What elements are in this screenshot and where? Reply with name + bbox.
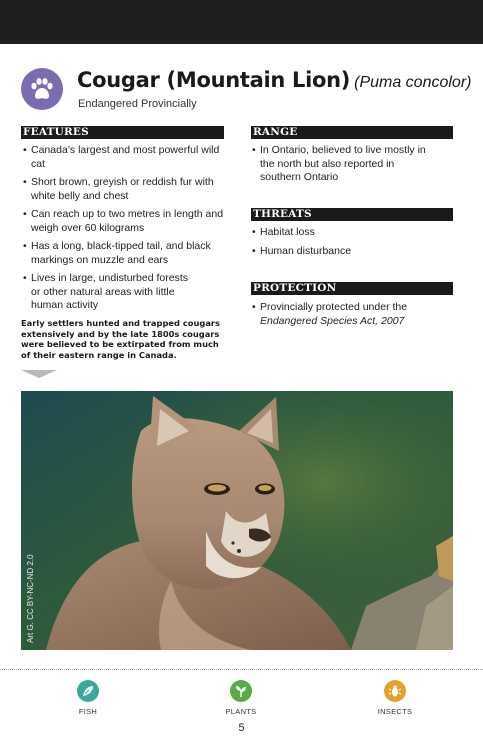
paw-print-icon [21, 68, 63, 110]
protection-text: Provincially protected under the [260, 301, 408, 313]
historical-note: Early settlers hunted and trapped cougars extensively and by the late 1800s cougars were believed to be extirpated from much of their eastern range in Canada. [21, 318, 220, 360]
list-item: • Short brown, greyish or reddish fur with white belly and chest [23, 176, 233, 203]
list-item [252, 301, 452, 328]
conservation-status: Endangered Provincially [78, 98, 197, 110]
insect-icon [384, 680, 406, 702]
nav-fish[interactable] [58, 680, 118, 716]
features-heading: FEATURES [21, 126, 224, 139]
latin-name: (Puma concolor) [354, 74, 472, 91]
nav-label: FISH [78, 707, 98, 716]
nav-label: PLANTS [225, 707, 257, 716]
footer-divider [0, 669, 483, 670]
list-item: • Canada’s largest and most powerful wild cat [23, 144, 233, 171]
nav-insects[interactable] [365, 680, 425, 716]
species-name: Cougar (Mountain Lion) [77, 68, 351, 92]
features-list [23, 144, 233, 318]
range-heading: RANGE [251, 126, 453, 139]
protection-act: Endangered Species Act, 2007 [260, 314, 405, 327]
list-item: • Can reach up to two metres in length and weigh over 60 kilograms [23, 208, 233, 235]
photo-credit: Art G. CC BY-NC-ND 2.0 [26, 554, 35, 643]
protection-list [252, 301, 452, 333]
top-bar [0, 0, 483, 44]
page-title [77, 68, 471, 92]
pointer-arrow [21, 370, 57, 378]
nav-label: INSECTS [377, 707, 413, 716]
threats-list [252, 226, 452, 263]
cougar-photo [21, 391, 453, 650]
list-item: • Human disturbance [252, 245, 452, 259]
nav-plants[interactable] [211, 680, 271, 716]
list-item: • Habitat loss [252, 226, 452, 240]
fish-icon [77, 680, 99, 702]
threats-heading: THREATS [251, 208, 453, 221]
protection-heading: PROTECTION [251, 282, 453, 295]
leaf-icon [230, 680, 252, 702]
list-item: • In Ontario, believed to live mostly in the north but also reported in southern Ontario [252, 144, 428, 185]
list-item: • Has a long, black-tipped tail, and black markings on muzzle and ears [23, 240, 233, 267]
list-item: • Lives in large, undisturbed forests or other natural areas with little human activity [23, 272, 233, 313]
range-list [252, 144, 428, 190]
page-number: 5 [238, 722, 245, 734]
